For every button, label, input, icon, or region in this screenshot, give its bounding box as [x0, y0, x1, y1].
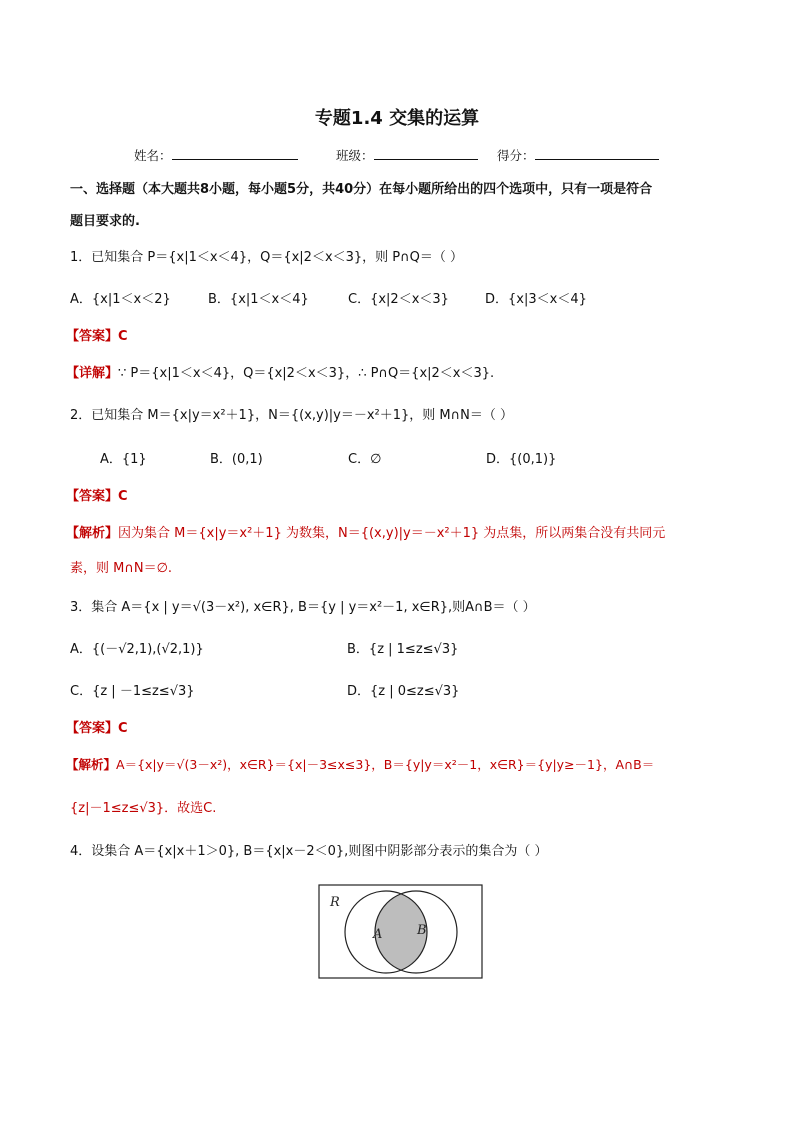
q2-stem: 2．已知集合 M＝{x|y＝x²＋1}，N＝{(x,y)|y＝－x²＋1}，则 M∩N＝（ ）: [70, 408, 514, 423]
q1-answer: [66, 325, 128, 344]
q1-answer-value: C: [118, 329, 128, 344]
q3-answer-value: C: [118, 721, 128, 736]
class-label: 班级：: [336, 148, 374, 163]
q1-detail: [66, 362, 494, 381]
name-blank: [172, 147, 298, 160]
q1-option-b: B．{x|1＜x＜4}: [208, 292, 309, 307]
venn-label-r: R: [330, 895, 340, 910]
q2-answer-tag: 【答案】: [66, 489, 119, 504]
q1-stem: 1．已知集合 P＝{x|1＜x＜4}，Q＝{x|2＜x＜3}，则 P∩Q＝（ ）: [70, 250, 464, 265]
q2-analysis-tag: 【解析】: [66, 526, 119, 541]
q2-analysis-text1: 因为集合 M＝{x|y＝x²＋1} 为数集，N＝{(x,y)|y＝－x²＋1} 为点集，所以两集合没有共同元: [118, 526, 666, 541]
q1-answer-tag: 【答案】: [66, 329, 119, 344]
venn-label-b: B: [417, 923, 427, 938]
q3-analysis-line2: {z|－1≤z≤√3}．故选C.: [70, 801, 217, 816]
q2-analysis-line1: [66, 522, 665, 541]
page-title: 专题1.4 交集的运算: [314, 108, 480, 129]
q1-option-a: A．{x|1＜x＜2}: [70, 292, 171, 307]
q2-answer-value: C: [118, 489, 128, 504]
q2-option-a: A．{1}: [100, 452, 147, 467]
q3-stem: 3．集合 A＝{x | y＝√(3－x²), x∈R}, B＝{y | y＝x²－1, x∈R},则A∩B＝（ ）: [70, 600, 536, 615]
q1-option-d: D．{x|3＜x＜4}: [485, 292, 587, 307]
q3-analysis-text1: A＝{x|y＝√(3－x²)，x∈R}＝{x|－3≤x≤3}，B＝{y|y＝x²－1，x∈R}＝{y|y≥－1}，A∩B＝: [116, 757, 655, 772]
q3-analysis-tag: 【解析】: [66, 757, 117, 772]
q3-option-a: A．{(－√2,1),(√2,1)}: [70, 642, 204, 657]
q1-option-c: C．{x|2＜x＜3}: [348, 292, 449, 307]
q2-answer: [66, 485, 128, 504]
class-blank: [374, 147, 478, 160]
q3-answer: [66, 717, 128, 736]
q3-analysis-line1: [66, 755, 654, 773]
q2-analysis-line2: 素，则 M∩N＝∅.: [70, 561, 173, 576]
q3-option-b: B．{z | 1≤z≤√3}: [347, 642, 459, 657]
venn-label-a: A: [373, 927, 383, 942]
venn-diagram: [318, 884, 484, 980]
score-field: [497, 146, 659, 164]
q4-stem: 4．设集合 A＝{x|x＋1＞0}, B＝{x|x－2＜0},则图中阴影部分表示的集合为（ ）: [70, 844, 548, 859]
section-heading-line1: 一、选择题（本大题共8小题，每小题5分，共40分）在每小题所给出的四个选项中，只有一项是符合: [70, 182, 653, 197]
section-heading-line2: 题目要求的.: [70, 214, 140, 229]
q3-option-d: D．{z | 0≤z≤√3}: [347, 684, 460, 699]
q3-answer-tag: 【答案】: [66, 721, 119, 736]
score-label: 得分：: [497, 148, 535, 163]
score-blank: [535, 147, 659, 160]
q2-option-d: D．{(0,1)}: [486, 452, 557, 467]
q1-detail-tag: 【详解】: [66, 366, 119, 381]
q3-option-c: C．{z | －1≤z≤√3}: [70, 684, 195, 699]
q2-option-c: C．∅: [348, 452, 382, 467]
name-label: 姓名：: [134, 148, 172, 163]
class-field: [336, 146, 478, 164]
q2-option-b: B．(0,1): [210, 452, 263, 467]
name-field: [134, 146, 298, 164]
q1-detail-text: ∵ P＝{x|1＜x＜4}，Q＝{x|2＜x＜3}，∴ P∩Q＝{x|2＜x＜3}.: [118, 366, 495, 381]
